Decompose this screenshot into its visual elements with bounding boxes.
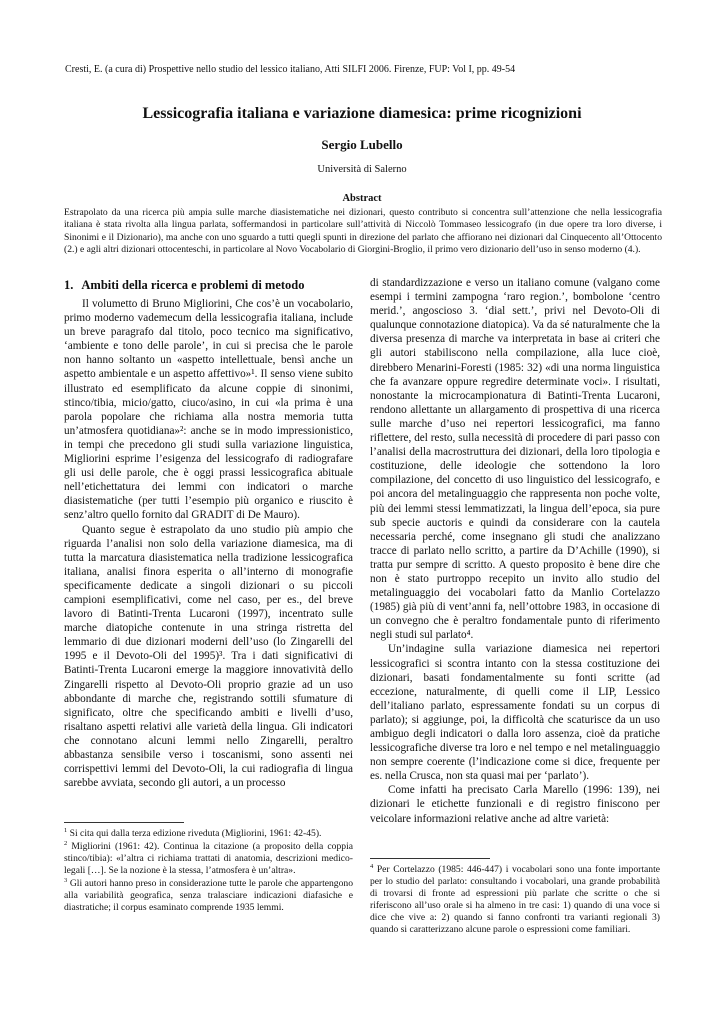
body-paragraph: Come infatti ha precisato Carla Marello (1996: 139), nei dizionari le etichette funzionali e di registro finiscono per veicolare informazioni relative anche ad altre varietà: (370, 784, 660, 825)
footnote-text: Migliorini (1961: 42). Continua la citazione (a proposito della coppia stinco/tibia): «l’altra ci richiama trattati di anatomia, descrizioni medico-legali […]. Se la nozione è la stessa, l’atmosfera è un’altra». (64, 841, 353, 876)
footnote-mark: 3 (64, 876, 68, 884)
paper-title: Lessicografia italiana e variazione diamesica: prime ricognizioni (142, 105, 582, 122)
section-number: 1. (64, 278, 74, 292)
body-paragraph: Quanto segue è estrapolato da uno studio più ampio che riguarda l’analisi non solo della variazione diamesica, ma di tutta la marcatura diasistematica nella tradizione lessicografica italiana, analisi finora esperita o all’interno di monografie specificamente dedicate a singoli dizionari o su piccoli campioni esemplificativi, come nel caso, per es., del breve lavoro di Batinti-Trenta Lucaroni (1997), incentrato sulle marche diatopiche contenute in una stringa ristretta del lemmario di due dizionari moderni dell’uso (lo Zingarelli del 1995 e il Devoto-Oli del 1995)³. Tra i dati significativi di Batinti-Trenta Lucaroni emerge la maggiore innovatività dello Zingarelli rispetto al Devoto-Oli proprio grazie ad un uso abbondante di marche che, registrando sottili sfumature di significato, oltre che specificando ambiti e livelli d’uso, risaltano aspetti relativi alle varietà della lingua. Gli indicatori che connotano alcuni lemmi nello Zingarelli, peraltro abbastanza sensibile verso i toscanismi, sono assenti nei corrispettivi lemmi del Devoto-Oli, la cui radiografia di lingua sarebbe avviata, secondo gli autori, a un processo (64, 523, 353, 790)
section-heading (64, 276, 353, 294)
footnote-text: Per Cortelazzo (1985: 446-447) i vocabolari sono una fonte importante per lo studio del parlato: consultando i vocabolari, una grande probabilità di trovarsi di fronte ad espressioni più parlate che scritte o che si riferiscono all’uso orale si ha almeno in tre casi: 1) quando di una voce si dice che vive a: 2) quando si fanno confronti tra varianti regionali 3) quando si caratterizzano alcune parole o espressioni come familiari. (370, 864, 660, 935)
footnote (64, 841, 353, 877)
right-column (370, 276, 660, 826)
footnote-mark: 1 (64, 826, 68, 834)
footnotes-left (64, 822, 353, 915)
footnote-divider (370, 858, 490, 859)
left-column (64, 276, 353, 790)
footnote (64, 878, 353, 914)
abstract-heading: Abstract (342, 193, 382, 204)
author-name: Sergio Lubello (321, 137, 403, 152)
footnote-text: Gli autori hanno preso in considerazione tutte le parole che appartengono alla variabilità geografica, senza tralasciare indicazioni diafasiche e diastratiche; il corpus esaminato comprende 1935 lemmi. (64, 878, 353, 913)
footnote-divider (64, 822, 184, 823)
body-paragraph: Un’indagine sulla variazione diamesica nei repertori lessicografici si scontra intanto con la stessa costituzione dei dizionari, basati fondamentalmente su fonti scritte (ad eccezione, naturalmente, di quelli come il LIP, Lessico dell’italiano parlato, espressamente fondati su un corpus di parlato); si aggiunge, poi, la difficoltà che scaturisce da un uso ambiguo degli indicatori o dalla loro assenza, cioè da pratiche lessicografiche diverse tra loro e nel tempo e nel metalinguaggio non sempre coerente (l’indicazione come si dice, frequente per es. nella Crusca, non sta quasi mai per ‘parlato’). (370, 643, 660, 783)
body-paragraph: di standardizzazione e verso un italiano comune (valgano come esempi i termini zampogna ‘raro region.’, bombolone ‘centro merid.’, angoscioso 3. ‘dial sett.’, privi nel Devoto-Oli di qualunque connotazione diatopica). Va da sé naturalmente che la diversa presenza di marche va interpretata in base ai criteri che gli autori stabiliscono nella compilazione, alla luce cioè, direbbero Menarini-Foresti (1985: 32) «di una norma linguistica che fa avanzare oppure regredire determinate voci». I risultati, nonostante la microcampionatura di Batinti-Trenta Lucaroni, rendono allettante un allargamento di prospettiva di una ricerca sulle marche d’uso nei repertori lessicografici, ma fanno riflettere, del resto, sulla necessità di procedere di pari passo con l’analisi della macrostruttura dei dizionari, della loro tipologia e costituzione, delle ideologie che sottendono la loro compilazione, del concetto di uso linguistico del lessicografo, e poi ancora del metalinguaggio che rappresenta non poche volte, più dei lemmi stessi lemmatizzati, la lingua dell’epoca, sia pure sub specie auctoris e quindi da considerare con la cautela necessaria perché, come insegnano gli studi che analizzano tracce di parlato nello scritto, a partire da D’Achille (1990), si tratta pur sempre di scritto. A questo proposito è bene dire che non è stato purtroppo recepito un invito allo studio del metalinguaggio dei vocabolari fatto da Manlio Cortelazzo (1985) già più di vent’anni fa, nell’ottobre 1983, in occasione di un convegno che è peraltro fondamentale punto di riferimento negli studi sul parlato⁴. (370, 277, 660, 642)
abstract-text: Estrapolato da una ricerca più ampia sulle marche diasistematiche nei dizionari, questo contributo si concentra sull’attenzione che nella lessicografia italiana è stata rivolta alla lingua parlata, soffermandosi in particolare sull’attività di Niccolò Tommaseo lessicografo (in due opere tra loro diverse, i Sinonimi e il Dizionario), ma anche con uno sguardo a tutti quegli spunti in direzione del parlato che affiorano nei dizionari dal Cinquecento all’Ottocento (2.) e agli altri dizionari ottocenteschi, in particolare al Novo Vocabolario di Giorgini-Broglio, il primo vero dizionario dell’uso in senso moderno (4.). (64, 207, 662, 255)
footnote (370, 864, 660, 936)
footnotes-right (370, 858, 660, 937)
footnote-mark: 2 (64, 839, 68, 847)
body-paragraph: Il volumetto di Bruno Migliorini, Che cos’è un vocabolario, primo moderno vademecum della lessicografia italiana, include un breve paragrafo dal titolo, poco tecnico ma significativo, ‘ambiente e tono delle parole’, in cui si precisa che le parole non hanno soltanto un «aspetto intellettuale, bensì anche un aspetto ambientale e un aspetto affettivo»¹. Il senso viene subito illustrato ed esemplificato da alcune coppie di sinonimi, stinco/tibia, micio/gatto, ciuco/asino, in cui «la prima è una parola popolare che richiama alla nostra memoria tutta un’atmosfera quotidiana»²: anche se in modo impressionistico, in tempi che precedono gli studi sulla variazione linguistica, Migliorini esprime l’esigenza del lessicografo di radiografare gli usi delle parole, che è oggi prassi lessicografica abituale nell’etichettatura dei lemmi con indicatori o marche diasistematiche (per tutti l’esempio più organico e riuscito è senz’altro quello fornito dal GRADIT di De Mauro). (64, 298, 353, 522)
footnote-mark: 4 (370, 862, 374, 870)
footnote-text: Si cita qui dalla terza edizione riveduta (Migliorini, 1961: 42-45). (69, 828, 322, 839)
author-affiliation: Università di Salerno (317, 164, 407, 175)
citation-header: Cresti, E. (a cura di) Prospettive nello studio del lessico italiano, Atti SILFI 2006. Firenze, FUP: Vol I, pp. 49-54 (65, 64, 516, 75)
section-title: Ambiti della ricerca e problemi di metodo (81, 278, 305, 292)
footnote (64, 828, 353, 840)
